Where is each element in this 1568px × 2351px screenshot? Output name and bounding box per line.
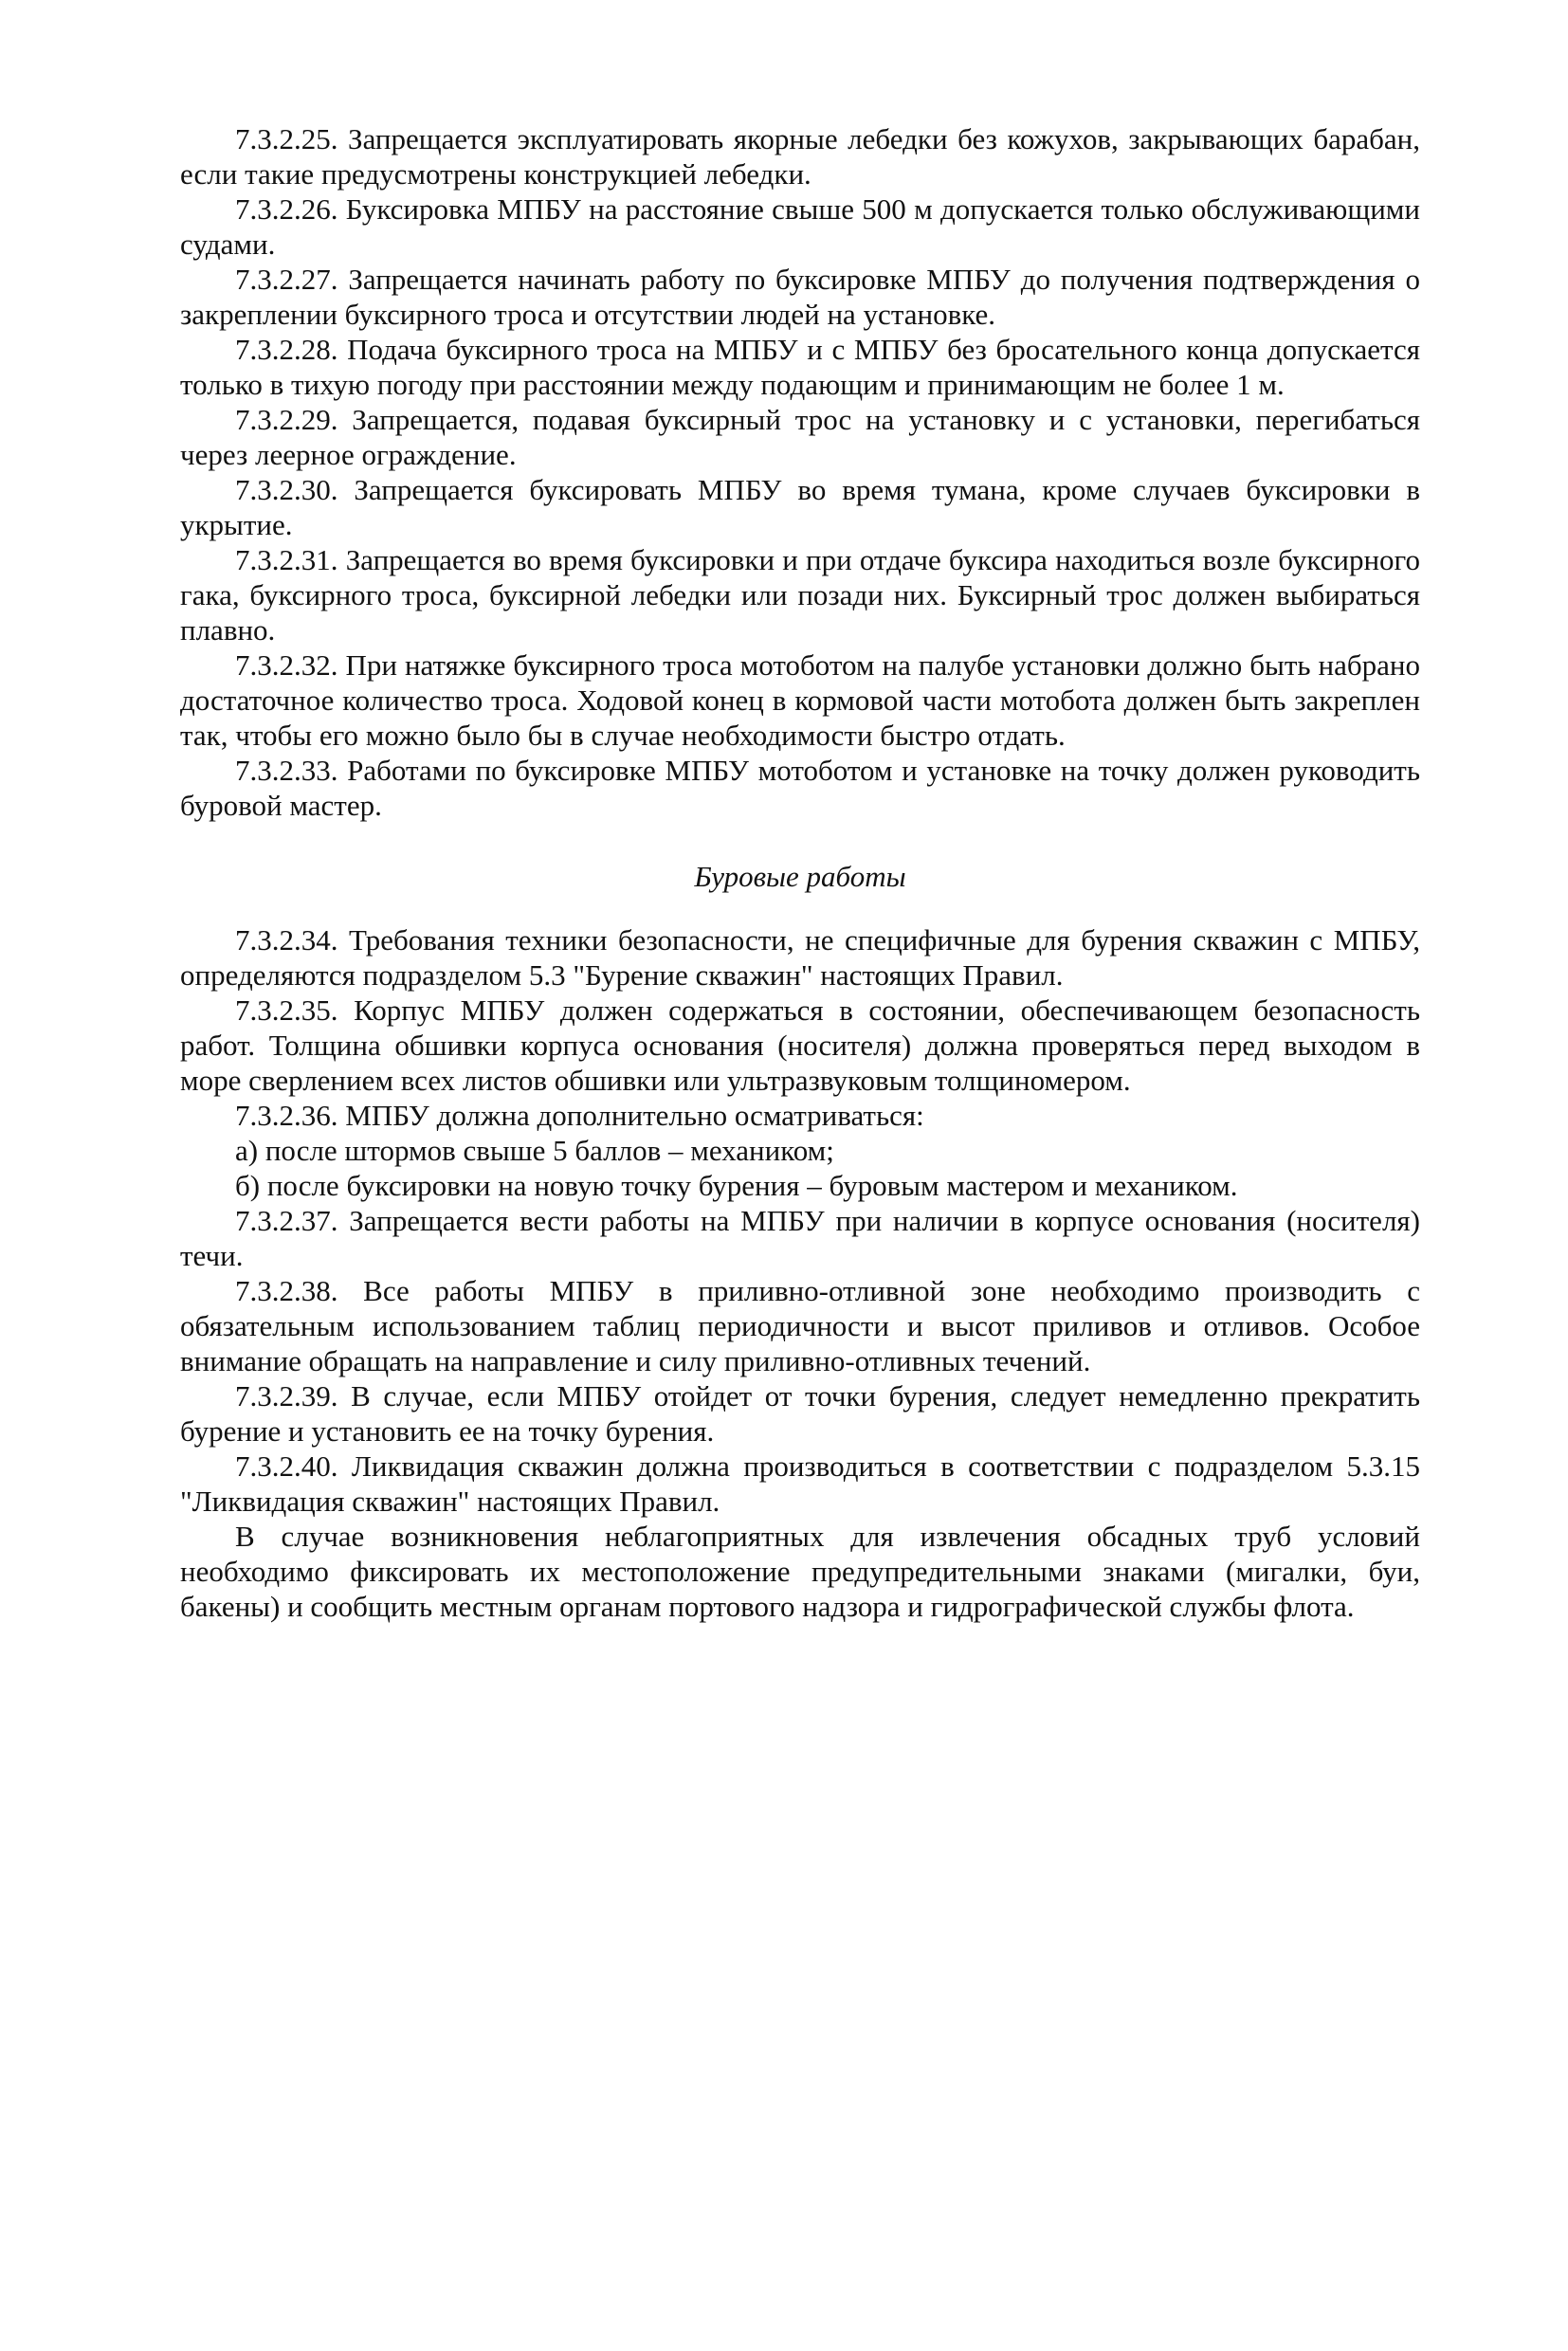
paragraph-7-3-2-40: 7.3.2.40. Ликвидация скважин должна производиться в соответствии с подразделом 5.3.15 "Ликвидация скважин" настоящих Правил. — [180, 1449, 1420, 1518]
paragraph-7-3-2-25: 7.3.2.25. Запрещается эксплуатировать якорные лебедки без кожухов, закрывающих барабан, если такие предусмотрены конструкцией лебедки. — [180, 122, 1420, 191]
towing-section — [180, 121, 1420, 823]
list-item-a: а) после штормов свыше 5 баллов – механиком; — [235, 1134, 834, 1167]
paragraph-7-3-2-34: 7.3.2.34. Требования техники безопасности, не специфичные для бурения скважин с МПБУ, определяются подразделом 5.3 "Бурение скважин" настоящих Правил. — [180, 923, 1420, 992]
paragraph-7-3-2-35: 7.3.2.35. Корпус МПБУ должен содержаться в состоянии, обеспечивающем безопасность работ. Толщина обшивки корпуса основания (носителя) должна проверяться перед выходом в море сверлением всех листов обшивки или ультразвуковым толщиномером. — [180, 993, 1420, 1097]
paragraph-7-3-2-26: 7.3.2.26. Буксировка МПБУ на расстояние свыше 500 м допускается только обслуживающими судами. — [180, 192, 1420, 261]
list-item-b: б) после буксировки на новую точку бурения – буровым мастером и механиком. — [235, 1169, 1238, 1202]
paragraph-7-3-2-37: 7.3.2.37. Запрещается вести работы на МПБУ при наличии в корпусе основания (носителя) течи. — [180, 1204, 1420, 1272]
paragraph-7-3-2-33: 7.3.2.33. Работами по буксировке МПБУ мотоботом и установке на точку должен руководить буровой мастер. — [180, 754, 1420, 822]
drilling-section — [180, 922, 1420, 1624]
paragraph-7-3-2-27: 7.3.2.27. Запрещается начинать работу по буксировке МПБУ до получения подтверждения о закреплении буксирного троса и отсутствии людей на установке. — [180, 263, 1420, 331]
paragraph-7-3-2-32: 7.3.2.32. При натяжке буксирного троса мотоботом на палубе установки должно быть набрано достаточное количество троса. Ходовой конец в кормовой части мотобота должен быть закреплен так, чтобы его можно было бы в случае необходимости быстро отдать. — [180, 648, 1420, 752]
paragraph-7-3-2-38: 7.3.2.38. Все работы МПБУ в приливно-отливной зоне необходимо производить с обязательным использованием таблиц периодичности и высот приливов и отливов. Особое внимание обращать на направление и силу приливно-отливных течений. — [180, 1274, 1420, 1377]
paragraph-7-3-2-30: 7.3.2.30. Запрещается буксировать МПБУ во время тумана, кроме случаев буксировки в укрытие. — [180, 473, 1420, 541]
paragraph-7-3-2-31: 7.3.2.31. Запрещается во время буксировки и при отдаче буксира находиться возле буксирного гака, буксирного троса, буксирной лебедки или позади них. Буксирный трос должен выбираться плавно. — [180, 543, 1420, 647]
paragraph-7-3-2-36: 7.3.2.36. МПБУ должна дополнительно осматриваться: — [235, 1099, 924, 1132]
document-page — [180, 121, 1420, 1624]
paragraph-7-3-2-29: 7.3.2.29. Запрещается, подавая буксирный трос на установку и с установки, перегибаться через леерное ограждение. — [180, 403, 1420, 471]
paragraph-closing: В случае возникновения неблагоприятных для извлечения обсадных труб условий необходимо фиксировать их местоположение предупредительными знаками (мигалки, буи, бакены) и сообщить местным органам портового надзора и гидрографической службы флота. — [180, 1520, 1420, 1623]
paragraph-7-3-2-39: 7.3.2.39. В случае, если МПБУ отойдет от точки бурения, следует немедленно прекратить бурение и установить ее на точку бурения. — [180, 1379, 1420, 1448]
section-title-drilling: Буровые работы — [694, 860, 906, 893]
paragraph-7-3-2-28: 7.3.2.28. Подача буксирного троса на МПБУ и с МПБУ без бросательного конца допускается только в тихую погоду при расстоянии между подающим и принимающим не более 1 м. — [180, 333, 1420, 401]
